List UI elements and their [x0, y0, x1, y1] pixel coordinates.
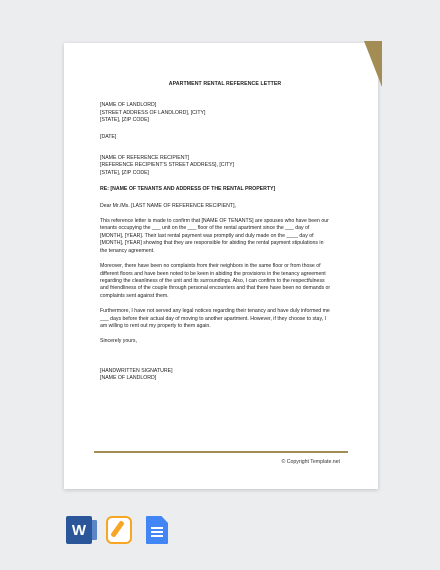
paragraph-line: ___ days before their actual day of moving to another apartment. However, if they choose to stay, I	[100, 315, 326, 322]
sender-line: [NAME OF LANDLORD]	[100, 102, 157, 109]
paragraph-line: and friendliness of the couple through personal encounters and that there have been no demands or	[100, 285, 331, 292]
format-icons	[66, 516, 168, 544]
letter-title: APARTMENT RENTAL REFERENCE LETTER	[168, 81, 282, 87]
corner-accent	[364, 41, 382, 87]
pages-icon[interactable]	[106, 516, 132, 544]
word-icon[interactable]: W	[66, 516, 92, 544]
paragraph-3	[100, 308, 350, 330]
footer-rule	[94, 451, 348, 453]
sender-line: [STREET ADDRESS OF LANDLORD], [CITY]	[100, 109, 206, 116]
closing: Sincerely yours,	[100, 338, 137, 345]
paragraph-line: different floors and have been noted to be keen in abiding the provisions in the tenancy agreement	[100, 270, 326, 277]
document-page	[64, 43, 378, 489]
sender-line: [STATE], [ZIP CODE]	[100, 117, 149, 124]
paragraph-line: Moreover, there have been no complaints from their neighbors in the same floor or from those of	[100, 263, 321, 270]
copyright-text: © Copyright Template.net	[281, 459, 340, 465]
recipient-line: [NAME OF REFERENCE RECIPIENT]	[100, 155, 190, 162]
recipient-address	[100, 155, 350, 177]
paragraph-line: the tenancy agreement.	[100, 247, 155, 254]
paragraph-line: This reference letter is made to confirm that [NAME OF TENANTS] are spouses who have been our	[100, 218, 329, 225]
recipient-line: [REFERENCE RECIPIENT'S STREET ADDRESS], [CITY]	[100, 162, 235, 169]
letter-date: [DATE]	[100, 133, 117, 140]
salutation: Dear Mr./Ms. [LAST NAME OF REFERENCE RECIPIENT],	[100, 202, 236, 209]
paragraph-2	[100, 263, 350, 300]
paragraph-line: complaints sent against them.	[100, 292, 169, 299]
signature-line: [HANDWRITTEN SIGNATURE]	[100, 367, 173, 374]
paragraph-line: [MONTH], [YEAR] showing that they are responsible for abiding the rental payment stipulations in	[100, 240, 324, 247]
paragraph-line: [MONTH], [YEAR]. Their last rental payment was promptly and duly made on the ____ day of	[100, 232, 314, 239]
paragraph-line: tenants occupying the ___ unit on the ___ floor of the rental apartment since the ___ day of	[100, 225, 310, 232]
google-docs-icon[interactable]	[146, 516, 168, 544]
signature-line: [NAME OF LANDLORD]	[100, 375, 157, 382]
paragraph-1	[100, 218, 350, 255]
re-line: RE: [NAME OF TENANTS AND ADDRESS OF THE RENTAL PROPERTY]	[100, 186, 276, 193]
letter-content	[100, 81, 350, 383]
sender-address	[100, 102, 350, 124]
date-block	[100, 134, 350, 141]
signature-block	[100, 368, 350, 383]
paragraph-line: am willing to rent out my property to them again.	[100, 322, 211, 329]
paragraph-line: Furthermore, I have not served any legal notices regarding their tenancy and have duly informed me	[100, 308, 330, 315]
paragraph-line: regarding the cleanliness of the unit and its surroundings. Also, I can confirm to the respectfulness	[100, 277, 325, 284]
recipient-line: [STATE], [ZIP CODE]	[100, 169, 149, 176]
